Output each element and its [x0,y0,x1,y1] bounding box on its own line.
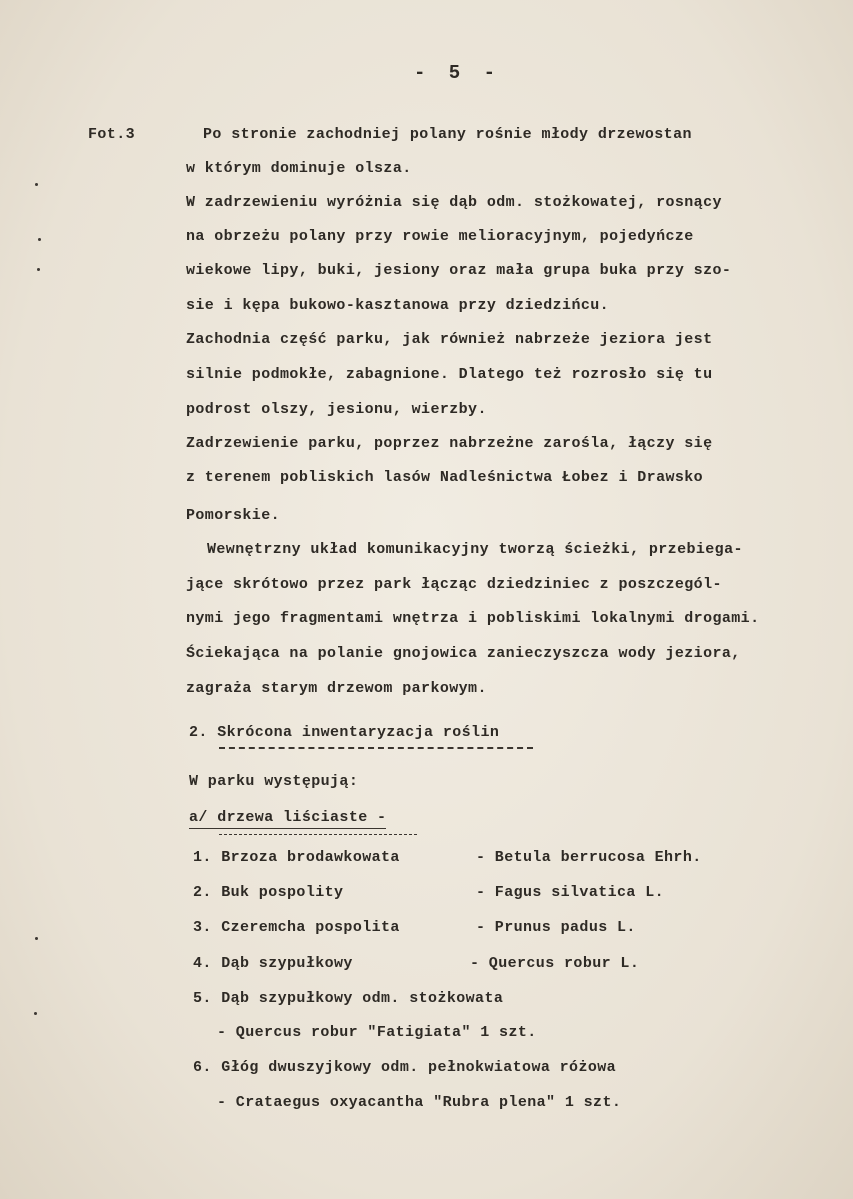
body-line: nymi jego fragmentami wnętrza i pobliskimi lokalnymi drogami. [186,610,760,627]
body-line: W zadrzewieniu wyróżnia się dąb odm. stożkowatej, rosnący [186,194,722,211]
body-line: sie i kępa bukowo-kasztanowa przy dziedzińcu. [186,297,610,314]
body-line: z terenem pobliskich lasów Nadleśnictwa Łobez i Drawsko [186,469,704,486]
plant-polish-name: 5. Dąb szypułkowy odm. stożkowata [193,990,504,1007]
subheading-double-underline [219,834,417,835]
margin-mark [38,238,41,241]
body-line: podrost olszy, jesionu, wierzby. [186,401,487,418]
plant-polish-name: 4. Dąb szypułkowy [193,955,353,972]
margin-mark [37,268,40,271]
body-line: Zadrzewienie parku, poprzez nabrzeżne zarośla, łączy się [186,435,713,452]
body-line: w którym dominuje olsza. [186,160,412,177]
plant-latin-name: - Fagus silvatica L. [476,884,665,901]
plant-latin-name: - Quercus robur "Fatigiata" 1 szt. [217,1024,537,1041]
margin-mark [35,183,38,186]
body-line: Zachodnia część parku, jak również nabrzeże jeziora jest [186,331,713,348]
body-line: Pomorskie. [186,507,281,524]
plant-latin-name: - Quercus robur L. [470,955,640,972]
body-line: na obrzeżu polany przy rowie melioracyjnym, pojedyńcze [186,228,694,245]
body-line: Wewnętrzny układ komunikacyjny tworzą ścieżki, przebiega- [207,541,743,558]
body-line: Po stronie zachodniej polany rośnie młody drzewostan [203,126,692,143]
plants-intro: W parku występują: [189,773,359,790]
plant-polish-name: 2. Buk pospolity [193,884,344,901]
plant-polish-name: 6. Głóg dwuszyjkowy odm. pełnokwiatowa różowa [193,1059,617,1076]
body-line: wiekowe lipy, buki, jesiony oraz mała grupa buka przy szo- [186,262,732,279]
subheading-deciduous: a/ drzewa liściaste - [189,809,386,829]
body-line: zagraża starym drzewom parkowym. [186,680,487,697]
body-line: silnie podmokłe, zabagnione. Dlatego też rozrosło się tu [186,366,713,383]
margin-mark [35,937,38,940]
margin-mark [34,1012,37,1015]
page-number: - 5 - [414,62,502,84]
body-line: Ściekająca na polanie gnojowica zanieczyszcza wody jeziora, [186,645,741,662]
section-heading: 2. Skrócona inwentaryzacja roślin [189,724,500,741]
plant-polish-name: 1. Brzoza brodawkowata [193,849,400,866]
plant-latin-name: - Betula berrucosa Ehrh. [476,849,702,866]
body-line: jące skrótowo przez park łącząc dziedziniec z poszczegól- [186,576,722,593]
plant-latin-name: - Crataegus oxyacantha "Rubra plena" 1 szt. [217,1094,622,1111]
section-heading-underline [219,747,533,749]
plant-latin-name: - Prunus padus L. [476,919,636,936]
photo-label: Fot.3 [88,126,136,143]
plant-polish-name: 3. Czeremcha pospolita [193,919,400,936]
